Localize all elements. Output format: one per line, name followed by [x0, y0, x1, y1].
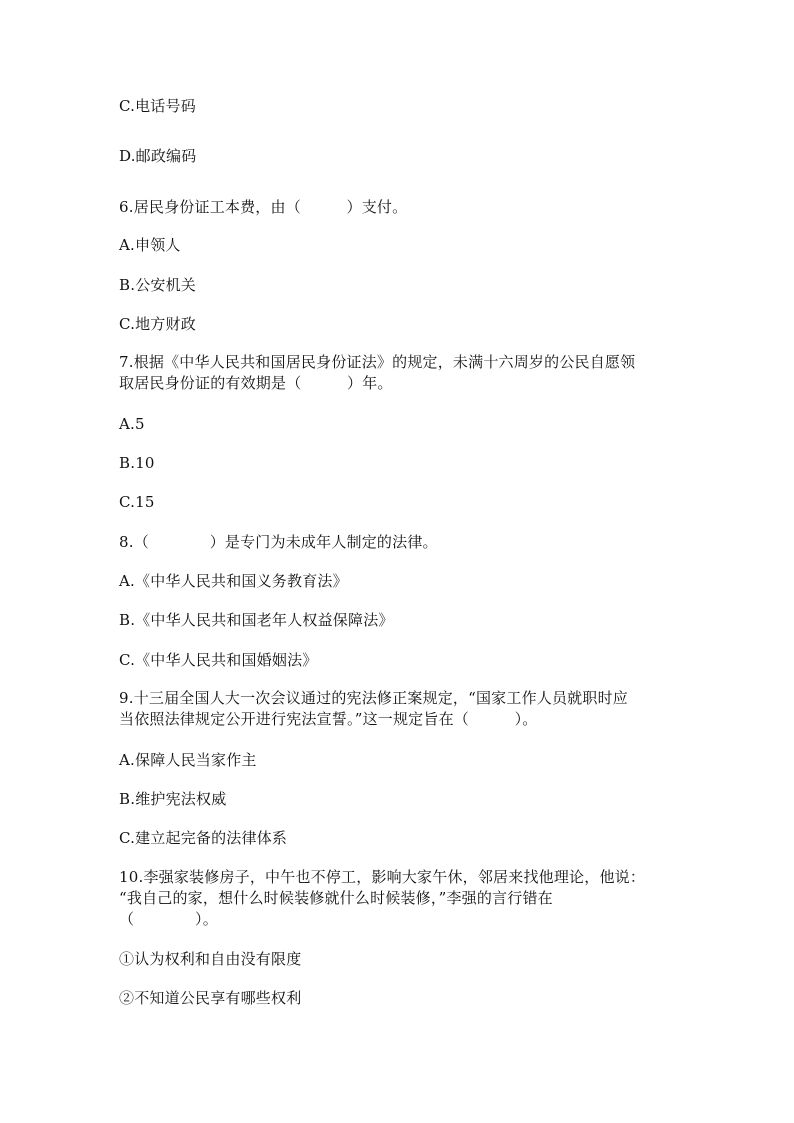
q6-option-c: C.地方财政: [119, 315, 196, 333]
q7-question-row-2: 取居民身份证的有效期是（ ）年。: [119, 374, 393, 392]
q6-option-a: A.申领人: [119, 236, 181, 254]
q9-option-c: C.建立起完备的法律体系: [119, 829, 288, 847]
q10-question: [119, 867, 679, 930]
q7-question: [119, 352, 679, 394]
q8-question: 8.（ ）是专门为未成年人制定的法律。: [119, 533, 438, 551]
q5-option-c: C.电话号码: [119, 97, 196, 115]
q9-option-a: A.保障人民当家作主: [119, 751, 257, 769]
q10-option-2: ②不知道公民享有哪些权利: [119, 989, 302, 1007]
q8-option-b: B.《中华人民共和国老年人权益保障法》: [119, 611, 394, 629]
q9-question: [119, 688, 679, 730]
q6-question: 6.居民身份证工本费，由（ ）支付。: [119, 198, 408, 216]
q10-option-1: ①认为权利和自由没有限度: [119, 950, 302, 968]
q9-question-row-2: 当依照法律规定公开进行宪法宣誓。”这一规定旨在（ ）。: [119, 710, 538, 728]
q6-option-b: B.公安机关: [119, 276, 196, 294]
q7-option-b: B.10: [119, 454, 155, 472]
q8-option-a: A.《中华人民共和国义务教育法》: [119, 572, 348, 590]
q8-option-c: C.《中华人民共和国婚姻法》: [119, 651, 318, 669]
q7-option-c: C.15: [119, 493, 155, 511]
q10-question-row-3: （ ）。: [119, 910, 218, 928]
q7-option-a: A.5: [119, 415, 145, 433]
q9-question-row-1: 9.十三届全国人大一次会议通过的宪法修正案规定，“国家工作人员就职时应: [119, 689, 628, 707]
q10-question-row-2: “我自己的家，想什么时候装修就什么时候装修，”李强的言行错在: [119, 889, 553, 907]
q9-option-b: B.维护宪法权威: [119, 790, 227, 808]
q10-question-row-1: 10.李强家装修房子，中午也不停工，影响大家午休，邻居来找他理论，他说：: [119, 868, 646, 886]
q7-question-row-1: 7.根据《中华人民共和国居民身份证法》的规定，未满十六周岁的公民自愿领: [119, 353, 636, 371]
q5-option-d: D.邮政编码: [119, 147, 197, 165]
